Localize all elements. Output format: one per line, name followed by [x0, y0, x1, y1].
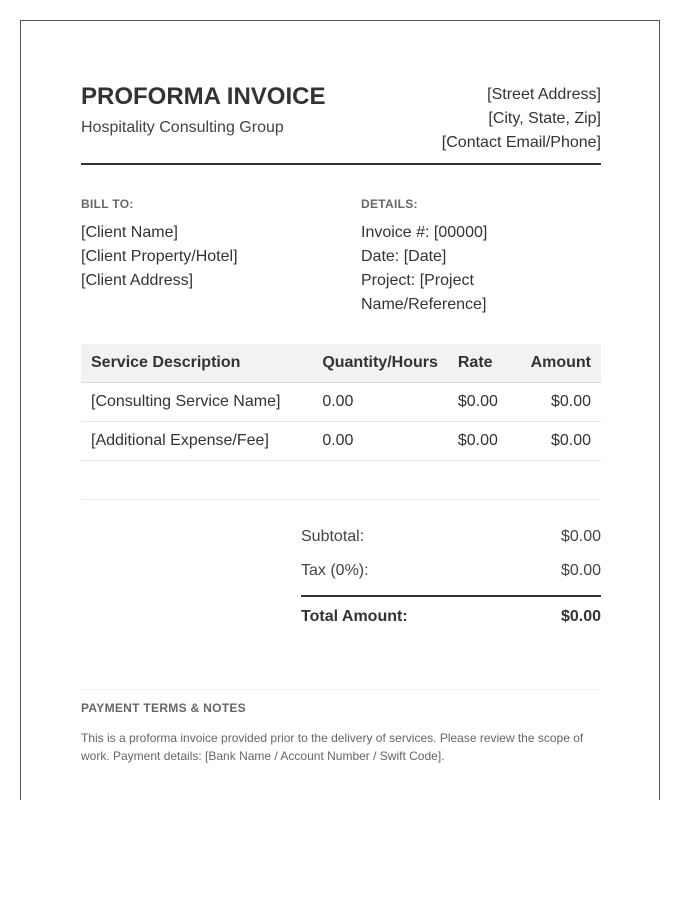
invoice-date: Date: [Date]: [361, 248, 447, 265]
header-quantity-hours: Quantity/Hours: [312, 344, 448, 383]
table-row: [81, 383, 601, 422]
items-divider: [81, 499, 601, 500]
details-section: [361, 197, 601, 317]
cell-amount: $0.00: [521, 422, 601, 461]
header-service-description: Service Description: [81, 344, 312, 383]
tax-value: $0.00: [560, 562, 601, 579]
total-value: $0.00: [560, 608, 601, 625]
project-line-1: Project: [Project: [361, 272, 474, 289]
table-header-row: [81, 344, 601, 383]
table-row: [81, 422, 601, 461]
total-label: Total Amount:: [301, 608, 408, 625]
invoice-number: Invoice #: [00000]: [361, 224, 488, 241]
line-items-table: [81, 344, 601, 461]
totals-section: [301, 525, 601, 626]
header-divider: [81, 163, 601, 165]
client-address: [Client Address]: [81, 272, 194, 289]
cell-description: [Additional Expense/Fee]: [81, 422, 312, 461]
address-line-city: [City, State, Zip]: [488, 110, 601, 127]
header-rate: Rate: [448, 344, 521, 383]
address-line-contact: [Contact Email/Phone]: [441, 134, 601, 151]
cell-amount: $0.00: [521, 383, 601, 422]
header-amount: Amount: [521, 344, 601, 383]
bill-to-label: BILL TO:: [81, 197, 134, 211]
invoice-page: [20, 20, 660, 800]
invoice-title: PROFORMA INVOICE: [81, 83, 326, 110]
total-divider: [301, 595, 601, 597]
notes-text: This is a proforma invoice provided prior to the delivery of services. Please review the scope of work. Payment details: [Bank Name / Account Number / Swift Code].: [81, 731, 584, 763]
address-line-street: [Street Address]: [487, 86, 601, 103]
client-name: [Client Name]: [81, 224, 178, 241]
client-property: [Client Property/Hotel]: [81, 248, 238, 265]
subtotal-value: $0.00: [560, 528, 601, 545]
details-label: DETAILS:: [361, 197, 418, 211]
subtotal-row: [301, 525, 601, 559]
subtotal-label: Subtotal:: [301, 528, 365, 545]
notes-divider: [81, 689, 601, 690]
total-row: [301, 608, 601, 626]
company-address: [442, 83, 601, 155]
cell-quantity: 0.00: [312, 383, 448, 422]
project-line-2: Name/Reference]: [361, 296, 487, 313]
bill-to-section: [81, 197, 341, 293]
notes-label: PAYMENT TERMS & NOTES: [81, 701, 246, 715]
cell-rate: $0.00: [448, 422, 521, 461]
cell-rate: $0.00: [448, 383, 521, 422]
cell-description: [Consulting Service Name]: [81, 383, 312, 422]
tax-row: [301, 559, 601, 593]
notes-section: [81, 701, 601, 765]
company-name: Hospitality Consulting Group: [81, 119, 284, 136]
cell-quantity: 0.00: [312, 422, 448, 461]
tax-label: Tax (0%):: [301, 562, 369, 579]
